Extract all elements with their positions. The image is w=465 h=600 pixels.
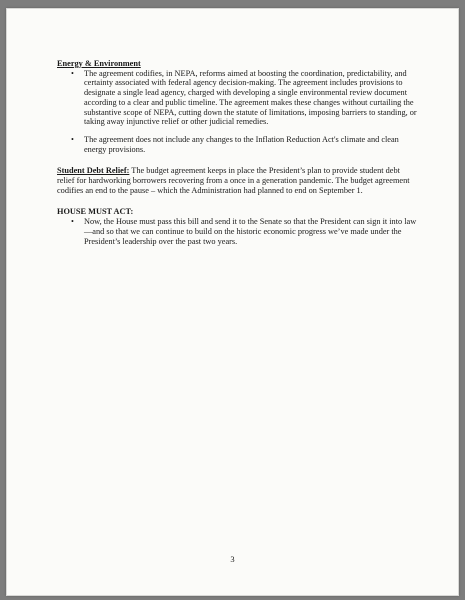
student-debt-text: The budget agreement keeps in place the President’s plan to provide student debt relief for hardworking borrowers recovering from a once in a generation pandemic. The budget agreement codifies an end to the pause – which the Administration had planned to end on September 1. xyxy=(57,166,410,195)
energy-bullet-item xyxy=(57,69,417,127)
bullet-icon: • xyxy=(71,217,74,227)
page-content xyxy=(57,59,417,258)
energy-section xyxy=(57,59,417,154)
house-section xyxy=(57,207,417,246)
page-number: 3 xyxy=(230,554,235,564)
house-heading: HOUSE MUST ACT: xyxy=(57,207,134,217)
energy-bullet-text: The agreement codifies, in NEPA, reforms aimed at boosting the coordination, predictability, and certainty associated with federal agency decision-making. The agreement includes provisions to designate a single lead agency, charged with developing a single environmental review document according to a clear and public timeline. The agreement makes these changes without curtailing the substantive scope of NEPA, cutting down the statute of limitations, imposing barriers to standing, or taking away injunctive relief or other judicial remedies. xyxy=(84,68,417,127)
house-bullet-item xyxy=(57,217,417,246)
house-bullet-text: Now, the House must pass this bill and send it to the Senate so that the President can sign it into law—and so that we can continue to build on the historic economic progress we’ve made under the President’s leadership over the past two years. xyxy=(84,217,417,246)
energy-bullet-list xyxy=(57,69,417,155)
document-page xyxy=(6,8,459,596)
energy-heading: Energy & Environment xyxy=(57,59,141,68)
bullet-icon: • xyxy=(71,134,74,144)
student-debt-heading: Student Debt Relief: xyxy=(57,166,130,176)
energy-bullet-text: The agreement does not include any changes to the Inflation Reduction Act's climate and clean energy provisions. xyxy=(84,134,399,154)
student-debt-section xyxy=(57,166,417,195)
house-bullet-list xyxy=(57,217,417,246)
energy-bullet-item xyxy=(57,135,417,154)
bullet-icon: • xyxy=(71,68,74,78)
